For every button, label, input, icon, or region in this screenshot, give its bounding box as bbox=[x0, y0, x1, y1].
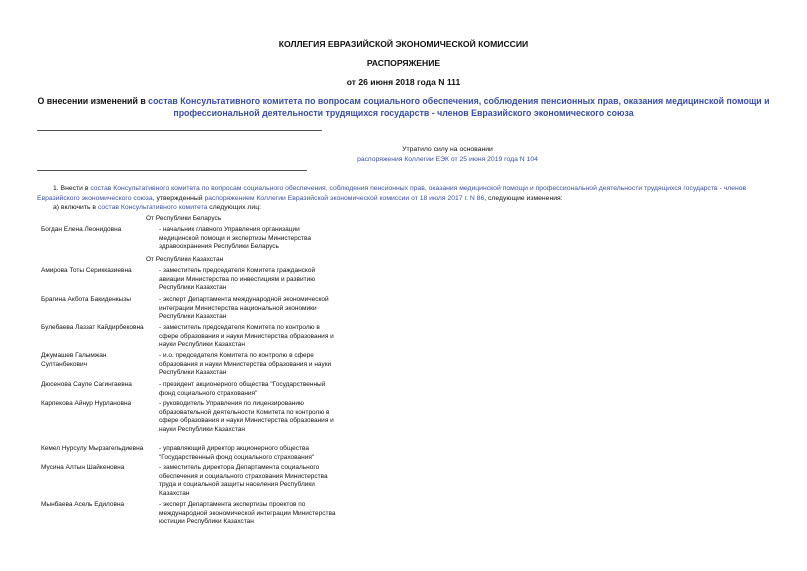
member-name: Брагина Акбота Бакиденкызы bbox=[41, 296, 131, 303]
group-heading-belarus: От Республики Беларусь bbox=[146, 215, 222, 222]
member-position: - руководитель Управления по лицензированию образовательной деятельности Комитета по контролю в сфере образования и науки Министерства образования и науки Республики Казахстан bbox=[159, 400, 334, 433]
member-position: - президент акционерного общества "Государственный фонд социального страхования" bbox=[159, 381, 326, 397]
status-link-line bbox=[250, 156, 645, 163]
order-link[interactable]: распоряжением Коллегии Евразийской экономической комиссии от 18 июля 2017 г. N 86 bbox=[204, 194, 485, 202]
divider-bottom bbox=[37, 170, 307, 171]
member-position: - заместитель директора Департамента социального обеспечения и социального страхования Министерства труда и социальной защиты населения Республики Казахстан bbox=[159, 464, 328, 497]
member-name: Булебаева Лаззат Кайдирбековна bbox=[41, 324, 144, 331]
member-name: Дюсенова Сауле Сагингаевна bbox=[41, 381, 132, 388]
group-heading-kazakhstan: От Республики Казахстан bbox=[146, 256, 224, 263]
repeal-link[interactable]: распоряжения Коллегии ЕЭК от 25 июня 2019 года N 104 bbox=[357, 156, 538, 163]
member-name: Амирова Тоты Серикказиевна bbox=[41, 267, 132, 274]
member-position: - и.о. председателя Комитета по контролю в сфере образования и науки Министерства образования и науки Республики Казахстан bbox=[159, 352, 332, 377]
member-position: - эксперт Департамента экспертизы проектов по международной экономической интеграции Министерства юстиции Республики Казахстан bbox=[159, 501, 336, 526]
member-position: - управляющий директор акционерного общества "Государственный фонд социального страхования" bbox=[159, 445, 315, 461]
member-name: Карпекова Айнур Нурлановна bbox=[41, 400, 132, 407]
composition-link[interactable]: состав Консультативного комитета по вопросам социального обеспечения, соблюдения пенсионных прав, оказания медицинской помощи и профессиональной деятельности трудящихся государств - членов Евразийского экономического союза bbox=[37, 185, 747, 202]
member-name: Мусина Алтын Шайкеновна bbox=[41, 464, 125, 471]
para1-prefix: 1. Внести в bbox=[53, 185, 91, 192]
status-note: Утратило силу на основании bbox=[402, 146, 493, 153]
para2-prefix: а) включить в bbox=[53, 204, 98, 211]
member-position: - эксперт Департамента международной экономической интеграции Министерства национальной экономики Республики Казахстан bbox=[159, 296, 329, 321]
member-position: - заместитель председателя Комитета гражданской авиации Министерства по инвестициям и развитию Республики Казахстан bbox=[159, 267, 316, 292]
member-position: - начальник главного Управления организации медицинской помощи и экспертизы Министерства здравоохранения Республики Беларусь bbox=[159, 226, 311, 251]
para2-suffix: следующих лиц: bbox=[207, 204, 261, 211]
document-type: РАСПОРЯЖЕНИЕ bbox=[366, 58, 441, 68]
member-name: Джумашев Галымжан Султанбекович bbox=[41, 352, 107, 368]
issuer-heading: КОЛЛЕГИЯ ЕВРАЗИЙСКОЙ ЭКОНОМИЧЕСКОЙ КОМИССИИ bbox=[278, 39, 529, 49]
paragraph-1 bbox=[37, 184, 772, 203]
member-position: - заместитель председателя Комитета по контролю в сфере образования и науки Министерства образования и науки Республики Казахстан bbox=[159, 324, 334, 349]
document-title bbox=[30, 95, 777, 119]
para1-suffix: , следующие изменения: bbox=[484, 194, 563, 202]
member-name: Мынбаева Асель Едиловна bbox=[41, 501, 125, 508]
member-name: Богдан Елена Леонидовна bbox=[41, 226, 122, 233]
title-link[interactable]: состав Консультативного комитета по вопросам социального обеспечения, соблюдения пенсионных прав, оказания медицинской помощи и профессиональной деятельности трудящихся государств - членов Евразийского экономического союза bbox=[148, 96, 770, 118]
member-name: Кемел Нурсулу Мырзагельдиевна bbox=[41, 445, 144, 452]
divider-top bbox=[37, 130, 322, 131]
para1-middle: , утвержденный bbox=[152, 194, 205, 202]
document-date: от 26 июня 2018 года N 111 bbox=[346, 77, 461, 87]
title-prefix: О внесении изменений в bbox=[37, 96, 149, 106]
paragraph-a bbox=[53, 204, 261, 211]
committee-link[interactable]: состав Консультативного комитета bbox=[97, 204, 208, 211]
